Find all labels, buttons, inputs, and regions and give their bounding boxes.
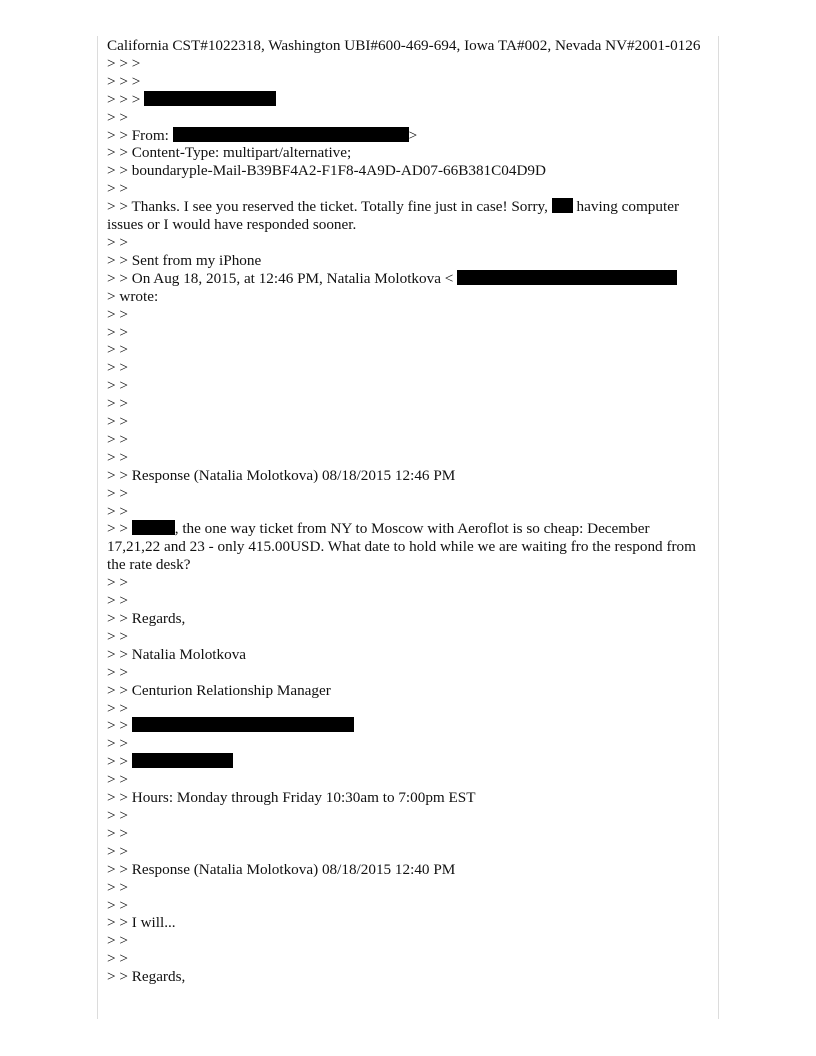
- quote-line: > >: [107, 574, 128, 592]
- quote-line: > >: [107, 502, 128, 520]
- redaction-block: [132, 520, 175, 535]
- quote-line: > >: [107, 377, 128, 395]
- quote-line: > >: [107, 932, 128, 950]
- quote-marker: > >: [107, 753, 132, 771]
- hours-line: > > Hours: Monday through Friday 10:30am to 7:00pm EST: [107, 789, 476, 807]
- quote-line: > >: [107, 341, 128, 359]
- signature-name: > > Natalia Molotkova: [107, 645, 247, 663]
- quote-line: > > >: [107, 54, 141, 72]
- on-date-line: [107, 270, 705, 288]
- sent-from-line: > > Sent from my iPhone: [107, 251, 262, 269]
- quote-line: > >: [107, 878, 128, 896]
- response-header: > > Response (Natalia Molotkova) 08/18/2015 12:40 PM: [107, 860, 456, 878]
- ticket-text: , the one way ticket from NY to Moscow with Aeroflot is so cheap: December 17,21,22 and 23 - only 415.00USD. What date to hold while we are waiting fro the respond from the rate desk?: [107, 520, 700, 574]
- quote-line-redacted: [107, 91, 705, 109]
- quote-marker: > >: [107, 717, 132, 735]
- regards-line: > > Regards,: [107, 968, 186, 986]
- ticket-prefix: > >: [107, 520, 132, 538]
- from-suffix: >: [408, 126, 418, 144]
- quote-line: > >: [107, 735, 128, 753]
- quote-line: > >: [107, 771, 128, 789]
- quote-line: > >: [107, 430, 128, 448]
- content-type-line: > > Content-Type: multipart/alternative;: [107, 144, 352, 162]
- quote-line: > >: [107, 180, 128, 198]
- redaction-block: [144, 91, 276, 106]
- quote-line: > >: [107, 824, 128, 842]
- regards-line: > > Regards,: [107, 610, 186, 627]
- quote-line: > > >: [107, 72, 141, 90]
- from-label: > > From:: [107, 126, 173, 144]
- quote-line: > >: [107, 484, 128, 502]
- quote-line: > >: [107, 842, 128, 860]
- thanks-paragraph: [107, 198, 705, 234]
- thanks-text-b: having computer issues or I would have responded sooner.: [107, 198, 683, 234]
- quote-marker: > > >: [107, 90, 141, 108]
- quote-line: > >: [107, 896, 128, 914]
- wrote-line: > wrote:: [107, 287, 159, 305]
- response-header: > > Response (Natalia Molotkova) 08/18/2015 12:46 PM: [107, 466, 456, 484]
- redaction-block: [132, 717, 354, 732]
- redaction-block: [132, 753, 233, 768]
- thanks-text-a: > > Thanks. I see you reserved the ticket. Totally fine just in case! Sorry,: [107, 198, 552, 216]
- quote-line: > >: [107, 359, 128, 377]
- quote-line: > >: [107, 323, 128, 341]
- redaction-block: [173, 127, 409, 142]
- quote-line: > >: [107, 233, 128, 251]
- quote-line: > >: [107, 663, 128, 681]
- quote-line: > >: [107, 806, 128, 824]
- signature-title: > > Centurion Relationship Manager: [107, 681, 331, 699]
- license-header: California CST#1022318, Washington UBI#600-469-694, Iowa TA#002, Nevada NV#2001-0126: [107, 37, 701, 54]
- boundary-line: > > boundaryple-Mail-B39BF4A2-F1F8-4A9D-AD07-66B381C04D9D: [107, 162, 546, 180]
- redaction-block: [552, 198, 573, 213]
- i-will-line: > > I will...: [107, 914, 176, 932]
- signature-redacted-line: [107, 717, 705, 735]
- on-date-text: > > On Aug 18, 2015, at 12:46 PM, Natalia Molotkova <: [107, 269, 458, 287]
- quote-line: > >: [107, 108, 128, 126]
- email-document: [107, 37, 705, 986]
- quote-line: > >: [107, 950, 128, 968]
- ticket-paragraph: [107, 520, 705, 574]
- redaction-block: [457, 270, 677, 285]
- quote-line: > >: [107, 395, 128, 413]
- from-line: [107, 127, 705, 145]
- quote-line: > >: [107, 448, 128, 466]
- quote-line: > >: [107, 627, 128, 645]
- quote-line: > >: [107, 305, 128, 323]
- quote-line: > >: [107, 413, 128, 431]
- quote-line: > >: [107, 699, 128, 717]
- quote-line: > >: [107, 592, 128, 610]
- signature-redacted-line: [107, 753, 705, 771]
